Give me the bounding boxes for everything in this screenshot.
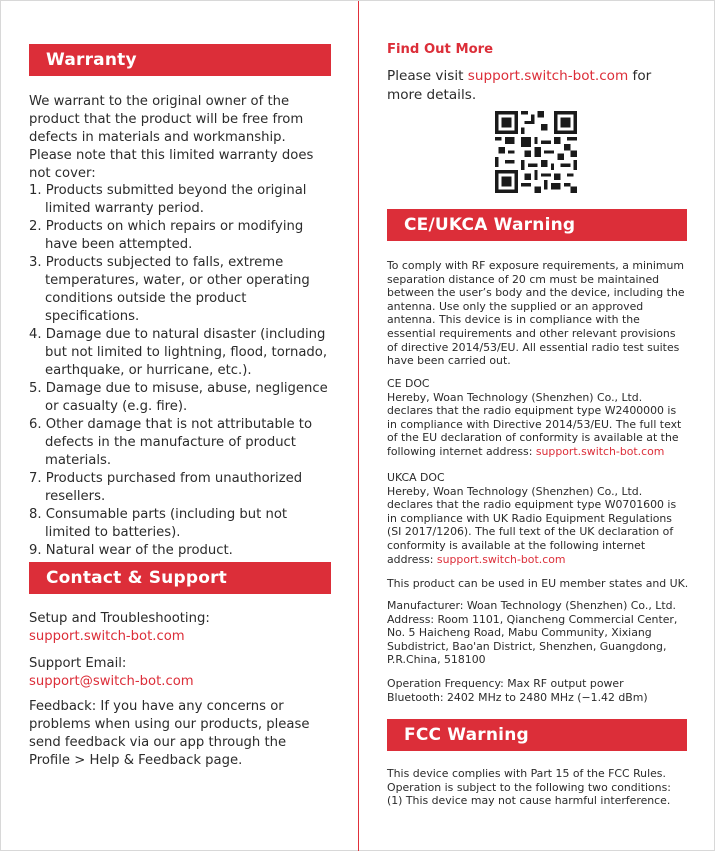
eu-use-text: This product can be used in EU member states and UK.	[387, 577, 689, 590]
list-item: 5. Damage due to misuse, abuse, negligence or casualty (e.g. fire).	[29, 381, 328, 414]
address-text: Address: Room 1101, Qiancheng Commercial Center, No. 5 Haicheng Road, Mabu Community, Xixiang Subdistrict, Bao'an District, Shenzhen, Guangdong, P.R.China, 518100	[387, 612, 678, 667]
ce-doc-body: Hereby, Woan Technology (Shenzhen) Co., Ltd. declares that the radio equipment type W2400000 is in compliance with Directive 2014/53/EU. The full text of the EU declaration of conformity is available at the following internet address:	[387, 390, 682, 458]
list-item: 3. Products subjected to falls, extreme temperatures, water, or other operating conditions outside the product specifications.	[29, 255, 310, 324]
manufacturer-text: Manufacturer: Woan Technology (Shenzhen) Co., Ltd.	[387, 599, 676, 612]
ukca-doc-text	[387, 485, 689, 567]
fcc-heading: FCC Warning	[387, 719, 687, 751]
fcc-text: This device complies with Part 15 of the FCC Rules. Operation is subject to the following two conditions: (1) This device may not cause harmful interference.	[387, 767, 671, 808]
warranty-intro: We warrant to the original owner of the product that the product will be free from defects in materials and workmanship. Please note that this limited warranty does not cover:	[29, 94, 314, 181]
list-item: 6. Other damage that is not attributable to defects in the manufacture of product materials.	[29, 417, 313, 468]
visit-suffix: for more details.	[387, 68, 652, 103]
frequency-text: Operation Frequency: Max RF output power	[387, 677, 624, 690]
warranty-exclusions-list	[29, 182, 331, 560]
manufacturer-block	[387, 599, 689, 667]
setup-link[interactable]: support.switch-bot.com	[29, 629, 185, 644]
qr-code-icon	[495, 111, 577, 193]
setup-label: Setup and Troubleshooting:	[29, 611, 210, 626]
setup-block	[29, 610, 331, 646]
contact-heading: Contact & Support	[29, 562, 331, 594]
email-block	[29, 655, 331, 691]
ukca-doc-title: UKCA DOC	[387, 471, 445, 484]
ukca-doc-body: Hereby, Woan Technology (Shenzhen) Co., Ltd. declares that the radio equipment type W0701600 is in compliance with UK Radio Equipment Regulations (SI 2017/1206). The full text of the UK declaration of conformity is available at the following internet address:	[387, 484, 677, 566]
list-item: 9. Natural wear of the product.	[29, 543, 233, 558]
warranty-heading: Warranty	[29, 44, 331, 76]
ce-doc-title: CE DOC	[387, 377, 430, 390]
ce-doc-text	[387, 391, 689, 459]
ce-doc-link[interactable]: support.switch-bot.com	[535, 444, 665, 458]
ukca-doc-block	[387, 471, 689, 566]
bluetooth-text: Bluetooth: 2402 MHz to 2480 MHz (−1.42 dBm)	[387, 690, 648, 704]
list-item: 8. Consumable parts (including but not limited to batteries).	[29, 507, 288, 540]
email-label: Support Email:	[29, 656, 127, 671]
list-item: 1. Products submitted beyond the original limited warranty period.	[29, 183, 307, 216]
find-out-more-heading: Find Out More	[387, 42, 494, 57]
ce-doc-block	[387, 377, 689, 459]
frequency-block	[387, 677, 689, 704]
list-item: 7. Products purchased from unauthorized resellers.	[29, 471, 303, 504]
list-item: 4. Damage due to natural disaster (including but not limited to lightning, flood, tornado, earthquake, or hurricane, etc.).	[29, 327, 328, 378]
email-link[interactable]: support@switch-bot.com	[29, 674, 194, 689]
ce-ukca-heading: CE/UKCA Warning	[387, 209, 687, 241]
visit-text	[387, 67, 687, 105]
visit-link[interactable]: support.switch-bot.com	[467, 68, 629, 84]
ukca-doc-link[interactable]: support.switch-bot.com	[436, 552, 566, 566]
ce-intro-text: To comply with RF exposure requirements, a minimum separation distance of 20 cm must be maintained between the user’s body and the device, including the antenna. Use only the supplied or an approved antenna. This device is in compliance with the essential requirements and other relevant provisions of directive 2014/53/EU. All essential radio test suites have been carried out.	[387, 259, 685, 368]
feedback-text: Feedback: If you have any concerns or problems when using our products, please send feedback via our app through the Profile > Help & Feedback page.	[29, 699, 310, 768]
list-item: 2. Products on which repairs or modifying have been attempted.	[29, 219, 304, 252]
visit-prefix: Please visit	[387, 68, 468, 84]
column-divider	[358, 1, 359, 851]
